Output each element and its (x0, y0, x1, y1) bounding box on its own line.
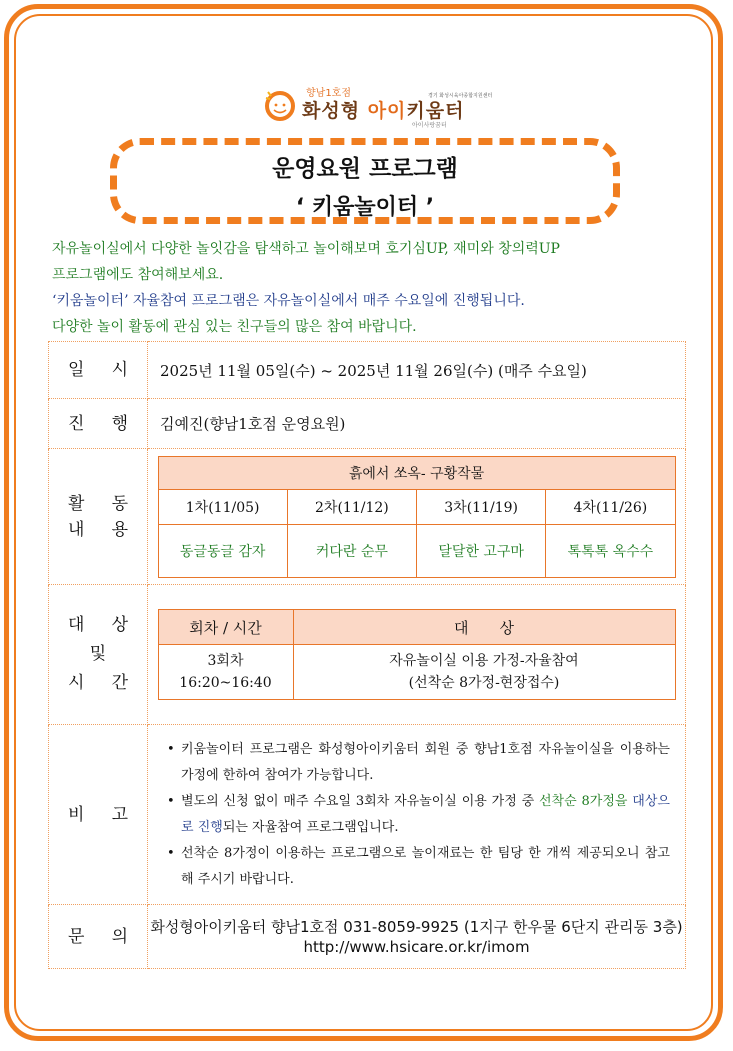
audience-header: 대 상 (293, 610, 675, 645)
intro-line-2: 프로그램에도 참여해보세요. (52, 267, 224, 283)
note-3: • 선착순 8가정이 이용하는 프로그램으로 놀이재료는 한 팀당 한 개씩 제공되오니 참고해 주시기 바랍니다. (167, 845, 670, 887)
note-2: • 별도의 신청 없이 매주 수요일 3회차 자유놀이실 이용 가정 중 선착순 8가정을 대상으로 진행되는 자율참여 프로그램입니다. (167, 793, 670, 835)
row-activity (49, 449, 686, 585)
play-4: 톡톡톡 옥수수 (546, 524, 675, 577)
row-contact (49, 905, 686, 969)
intro-line-1: 자유놀이실에서 다양한 놀잇감을 탐색하고 놀이해보며 호기심UP, 재미와 창의력UP (52, 241, 560, 257)
row-date (49, 342, 686, 399)
activity-table (158, 456, 676, 578)
date-value: 2025년 11월 05일(수) ~ 2025년 11월 26일(수) (매주 수요일) (148, 342, 686, 399)
play-3: 달달한 고구마 (417, 524, 546, 577)
session-time: 3회차 16:20~16:40 (158, 645, 293, 700)
activity-label: 활 동 내 용 (49, 449, 148, 585)
date-label: 일 시 (49, 342, 148, 399)
target-label: 대 상 및 시 간 (49, 585, 148, 725)
sun-face-icon (262, 86, 298, 122)
notes-cell (148, 725, 686, 905)
page-title: 운영요원 프로그램 (272, 156, 458, 182)
contact-label: 문 의 (49, 905, 148, 969)
row-notes (49, 725, 686, 905)
contact-line: 화성형아이키움터 향남1호점 031-8059-9925 (1지구 한우물 6단지 관리동 3층) (150, 917, 683, 936)
notes-label: 비 고 (49, 725, 148, 905)
activity-heading: 흙에서 쏘옥- 구황작물 (158, 456, 675, 489)
target-cell (148, 585, 686, 725)
round-4: 4차(11/26) (546, 489, 675, 524)
logo-sub: 아이사랑꿈터 (412, 122, 447, 129)
host-label: 진 행 (49, 399, 148, 449)
info-table (48, 341, 686, 969)
intro-text (52, 236, 692, 340)
audience: 자유놀이실 이용 가정-자율참여 (선착순 8가정-현장접수) (293, 645, 675, 700)
row-target (49, 585, 686, 725)
logo (262, 84, 518, 134)
contact-info (148, 905, 686, 969)
notes-list (149, 737, 684, 893)
intro-line-3: ‘키움놀이터’ 자율참여 프로그램은 자유놀이실에서 매주 수요일에 진행됩니다. (52, 293, 525, 309)
row-host (49, 399, 686, 449)
round-3: 3차(11/19) (417, 489, 546, 524)
host-value: 김예진(향남1호점 운영요원) (148, 399, 686, 449)
intro-line-4: 다양한 놀이 활동에 관심 있는 친구들의 많은 참여 바랍니다. (52, 319, 417, 335)
program-name: ‘ 키움놀이터 ’ (295, 195, 435, 220)
logo-branch: 향남1호점 (306, 88, 352, 99)
target-table (158, 609, 676, 700)
play-2: 커다란 순무 (287, 524, 416, 577)
play-1: 동글동글 감자 (158, 524, 287, 577)
logo-name: 화성형 아이키움터 (302, 100, 465, 122)
note-1: • 키움놀이터 프로그램은 화성형아이키움터 회원 중 향남1호점 자유놀이실을 이용하는 가정에 한하여 참여가 가능합니다. (167, 741, 670, 783)
round-2: 2차(11/12) (287, 489, 416, 524)
logo-center-name: 경기 화성시육아종합지원센터 (428, 93, 493, 99)
activity-cell (148, 449, 686, 585)
contact-url[interactable]: http://www.hsicare.or.kr/imom (303, 937, 530, 956)
session-header: 회차 / 시간 (158, 610, 293, 645)
round-1: 1차(11/05) (158, 489, 287, 524)
